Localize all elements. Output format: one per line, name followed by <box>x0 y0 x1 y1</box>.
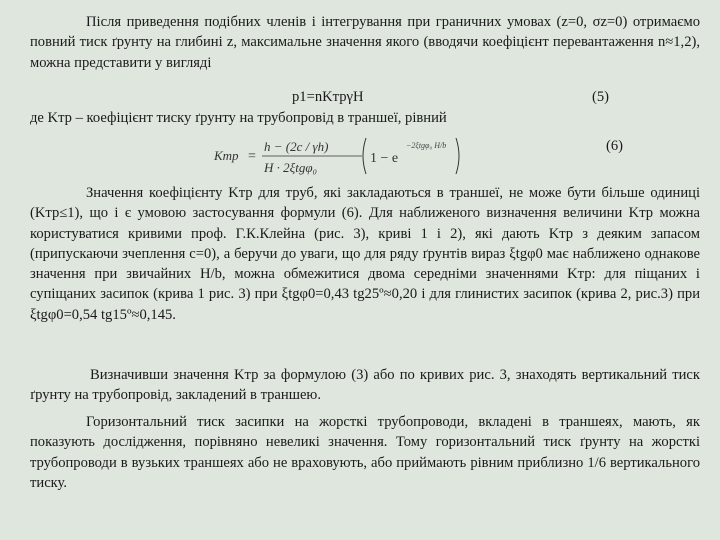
formula-6-exponent: −2ξtgφ₀ H/b <box>406 141 447 150</box>
formula-6-number: (6) <box>606 138 624 154</box>
formula-6-denominator: H · 2ξtgφ₀ <box>264 160 318 175</box>
formula-6 <box>212 132 462 178</box>
formula-6-numerator: h − (2c / γh) <box>264 139 329 154</box>
paragraph-vertical-pressure: Визначивши значення Kтр за формулою (3) або по кривих рис. 3, знаходять вертикальний тиск ґрунту на трубопровід, закладений в траншею. <box>30 367 700 404</box>
coefficient-definition: де Kтр – коефіцієнт тиску ґрунту на трубопровід в траншеї, рівний <box>30 110 447 126</box>
formula-6-equals: = <box>248 149 256 164</box>
formula-6-lhs: Kтр <box>214 148 239 163</box>
formula-6-bracket-term: 1 − e <box>370 151 399 166</box>
formula-5: p1=nKтрγH <box>292 89 364 105</box>
formula-6-right-bracket <box>456 138 459 174</box>
paragraph-total-pressure: Після приведення подібних членів і інтегрування при граничних умовах (z=0, σz=0) отримаємо повний тиск ґрунту на глибині z, максимальне значення якого (вводячи коефіцієнт перевантаження n≈1,2), можна представити у вигляді <box>30 14 700 71</box>
formula-6-left-bracket <box>363 138 366 174</box>
paragraph-horizontal-pressure: Горизонтальний тиск засипки на жорсткі трубопроводи, вкладені в траншеях, мають, як показують дослідження, порівняно невеликі значення. Тому горизонтальний тиск ґрунту на жорсткі трубопроводи в вузьких траншеях або не враховують, або приймають рівним приблизно 1/6 вертикального тиску. <box>30 414 700 491</box>
paragraph-coefficient-values: Значення коефіцієнту Kтр для труб, які закладаються в траншеї, не може бути більше одиниці (Kтр≤1), що і є умовою застосування формули (6). Для наближеного визначення величини Kтр можна користуватися кривими проф. Г.К.Клейна (рис. 3), криві 1 і 2), які дають Kтр з деяким запасом (припускаючи зчеплення c=0), а беручи до уваги, що для ряду ґрунтів вираз ξtgφ0 має наближено однакове значення при звичайних H/b, можна обмежитися двома середніми значеннями Kтр: для піщаних і супіщаних засипок (крива 1 рис. 3) при ξtgφ0=0,43 tg25º≈0,20 і для глинистих засипок (крива 2, рис.3) при ξtgφ0=0,54 tg15º≈0,145. <box>30 185 700 323</box>
formula-5-number: (5) <box>592 89 610 105</box>
